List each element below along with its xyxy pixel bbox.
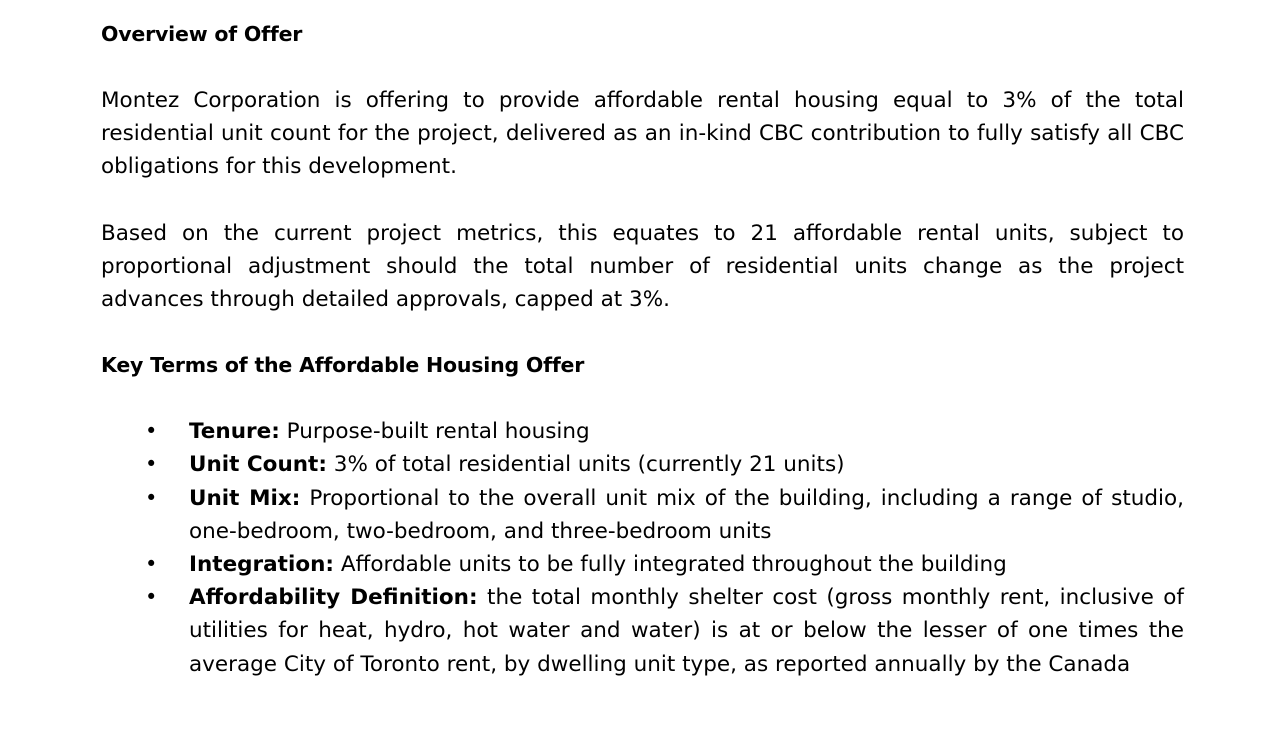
bullet-icon: •	[145, 585, 158, 610]
bullet-icon: •	[145, 552, 158, 577]
list-item-affordability-definition	[101, 581, 1184, 681]
bullet-icon: •	[145, 485, 158, 510]
key-terms-list	[101, 415, 1184, 681]
document-page	[101, 18, 1184, 681]
list-item-integration	[101, 548, 1184, 581]
overview-paragraph-2: Based on the current project metrics, this equates to 21 affordable rental units, subject to proportional adjustment should the total number of residential units change as the project advances through detailed approvals, capped at 3%.	[101, 220, 1184, 313]
term-text: the total monthly shelter cost (gross monthly rent, inclusive of utilities for heat, hydro, hot water and water) is at or below the lesser of one times the average City of Toronto rent, by dwelling unit type, as reported annually by the Canada	[189, 585, 1184, 677]
term-text: Proportional to the overall unit mix of the building, including a range of studio, one-bedroom, two-bedroom, and three-bedroom units	[189, 485, 1184, 544]
term-label: Affordability Definition:	[189, 585, 478, 611]
spacer	[101, 184, 1184, 217]
spacer	[101, 316, 1184, 349]
spacer	[101, 382, 1184, 415]
list-item-tenure	[101, 415, 1184, 448]
term-label: Integration:	[189, 552, 334, 578]
spacer	[101, 51, 1184, 84]
overview-heading: Overview of Offer	[101, 22, 303, 46]
term-label: Tenure:	[189, 419, 280, 445]
list-item-unit-mix	[101, 482, 1184, 548]
term-label: Unit Count:	[189, 452, 327, 478]
key-terms-heading: Key Terms of the Affordable Housing Offer	[101, 353, 585, 378]
term-text: 3% of total residential units (currently 21 units)	[326, 452, 845, 478]
bullet-icon: •	[145, 419, 158, 444]
list-item-unit-count	[101, 448, 1184, 481]
term-text: Purpose-built rental housing	[279, 419, 590, 445]
overview-paragraph-1: Montez Corporation is offering to provide affordable rental housing equal to 3% of the total residential unit count for the project, delivered as an in-kind CBC contribution to fully satisfy all CBC obligations for this development.	[101, 88, 1184, 180]
term-label: Unit Mix:	[189, 485, 301, 511]
bullet-icon: •	[145, 452, 158, 477]
term-text: Affordable units to be fully integrated throughout the building	[334, 552, 1007, 578]
